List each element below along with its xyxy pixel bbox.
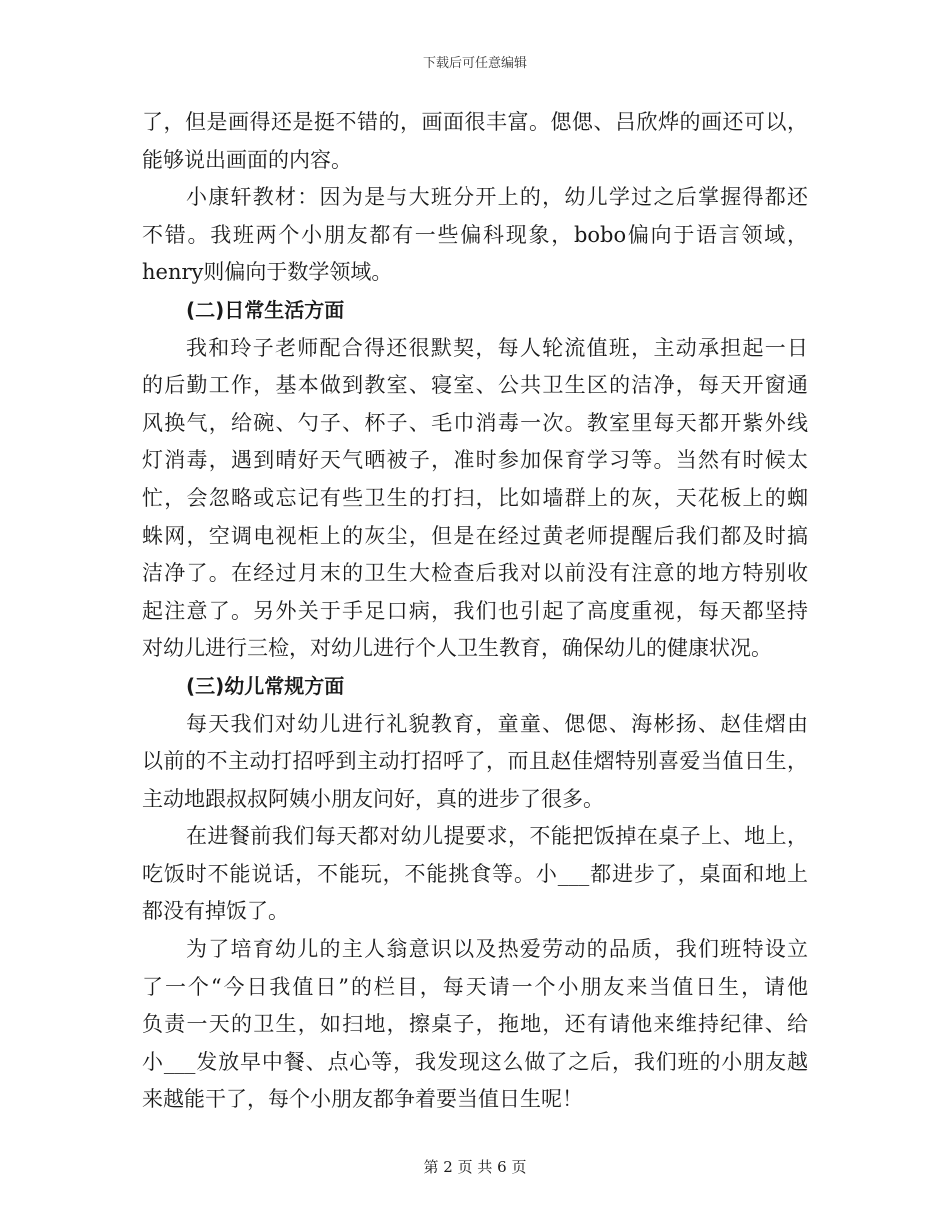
paragraph [142, 330, 808, 668]
paragraph [142, 931, 808, 1119]
text-line: 洁净了。在经过月末的卫生大检查后我对以前没有注意的地方特别收 [142, 561, 808, 586]
paragraph [142, 104, 808, 179]
page-footer: 第 2 页 共 6 页 [423, 1158, 527, 1176]
text-line: 都没有掉饭了。 [142, 899, 289, 924]
text-line: 的后勤工作，基本做到教室、寝室、公共卫生区的洁净，每天开窗通 [142, 373, 808, 398]
text-line: 我和玲子老师配合得还很默契，每人轮流值班，主动承担起一日 [186, 335, 808, 360]
text-line: 了一个“今日我值日”的栏目，每天请一个小朋友来当值日生，请他 [142, 974, 808, 999]
text-line: 对幼儿进行三检，对幼儿进行个人卫生教育，确保幼儿的健康状况。 [142, 636, 772, 661]
text-line: 来越能干了，每个小朋友都争着要当值日生呢！ [142, 1087, 583, 1112]
page-header: 下载后可任意编辑 [422, 56, 527, 71]
text-line: 小康轩教材：因为是与大班分开上的，幼儿学过之后掌握得都还 [186, 185, 808, 210]
text-line: (二)日常生活方面 [186, 297, 345, 322]
paragraph [142, 706, 808, 819]
text-line: 小___发放早中餐、点心等，我发现这么做了之后，我们班的小朋友越 [142, 1049, 808, 1074]
text-line: 忙，会忽略或忘记有些卫生的打扫，比如墙群上的灰，天花板上的蜘 [142, 485, 808, 510]
text-line: 负责一天的卫生，如扫地，擦桌子，拖地，还有请他来维持纪律、给 [142, 1012, 808, 1037]
text-line: 不错。我班两个小朋友都有一些偏科现象，bobo偏向于语言领域， [142, 222, 808, 247]
paragraph [142, 179, 808, 292]
text-line: 能够说出画面的内容。 [142, 147, 352, 172]
text-line: henry则偏向于数学领域。 [142, 260, 393, 285]
section-heading [142, 292, 808, 330]
text-line: 起注意了。另外关于手足口病，我们也引起了高度重视，每天都坚持 [142, 598, 808, 623]
text-line: 风换气，给碗、勺子、杯子、毛巾消毒一次。教室里每天都开紫外线 [142, 410, 808, 435]
text-line: 在进餐前我们每天都对幼儿提要求，不能把饭掉在桌子上、地上， [186, 824, 808, 849]
text-line: 为了培育幼儿的主人翁意识以及热爱劳动的品质，我们班特设立 [186, 937, 808, 962]
text-line: 每天我们对幼儿进行礼貌教育，童童、偲偲、海彬扬、赵佳熠由 [186, 711, 808, 736]
document-body [142, 104, 808, 1119]
text-line: 吃饭时不能说话，不能玩，不能挑食等。小___都进步了，桌面和地上 [142, 861, 808, 886]
text-line: 以前的不主动打招呼到主动打招呼了，而且赵佳熠特别喜爱当值日生， [142, 749, 808, 774]
text-line: 蛛网，空调电视柜上的灰尘，但是在经过黄老师提醒后我们都及时搞 [142, 523, 808, 548]
text-line: 灯消毒，遇到晴好天气晒被子，准时参加保育学习等。当然有时候太 [142, 448, 808, 473]
text-line: 主动地跟叔叔阿姨小朋友问好，真的进步了很多。 [142, 786, 604, 811]
section-heading [142, 668, 808, 706]
text-line: (三)幼儿常规方面 [186, 673, 345, 698]
text-line: 了，但是画得还是挺不错的，画面很丰富。偲偲、吕欣烨的画还可以， [142, 110, 808, 134]
paragraph [142, 818, 808, 931]
